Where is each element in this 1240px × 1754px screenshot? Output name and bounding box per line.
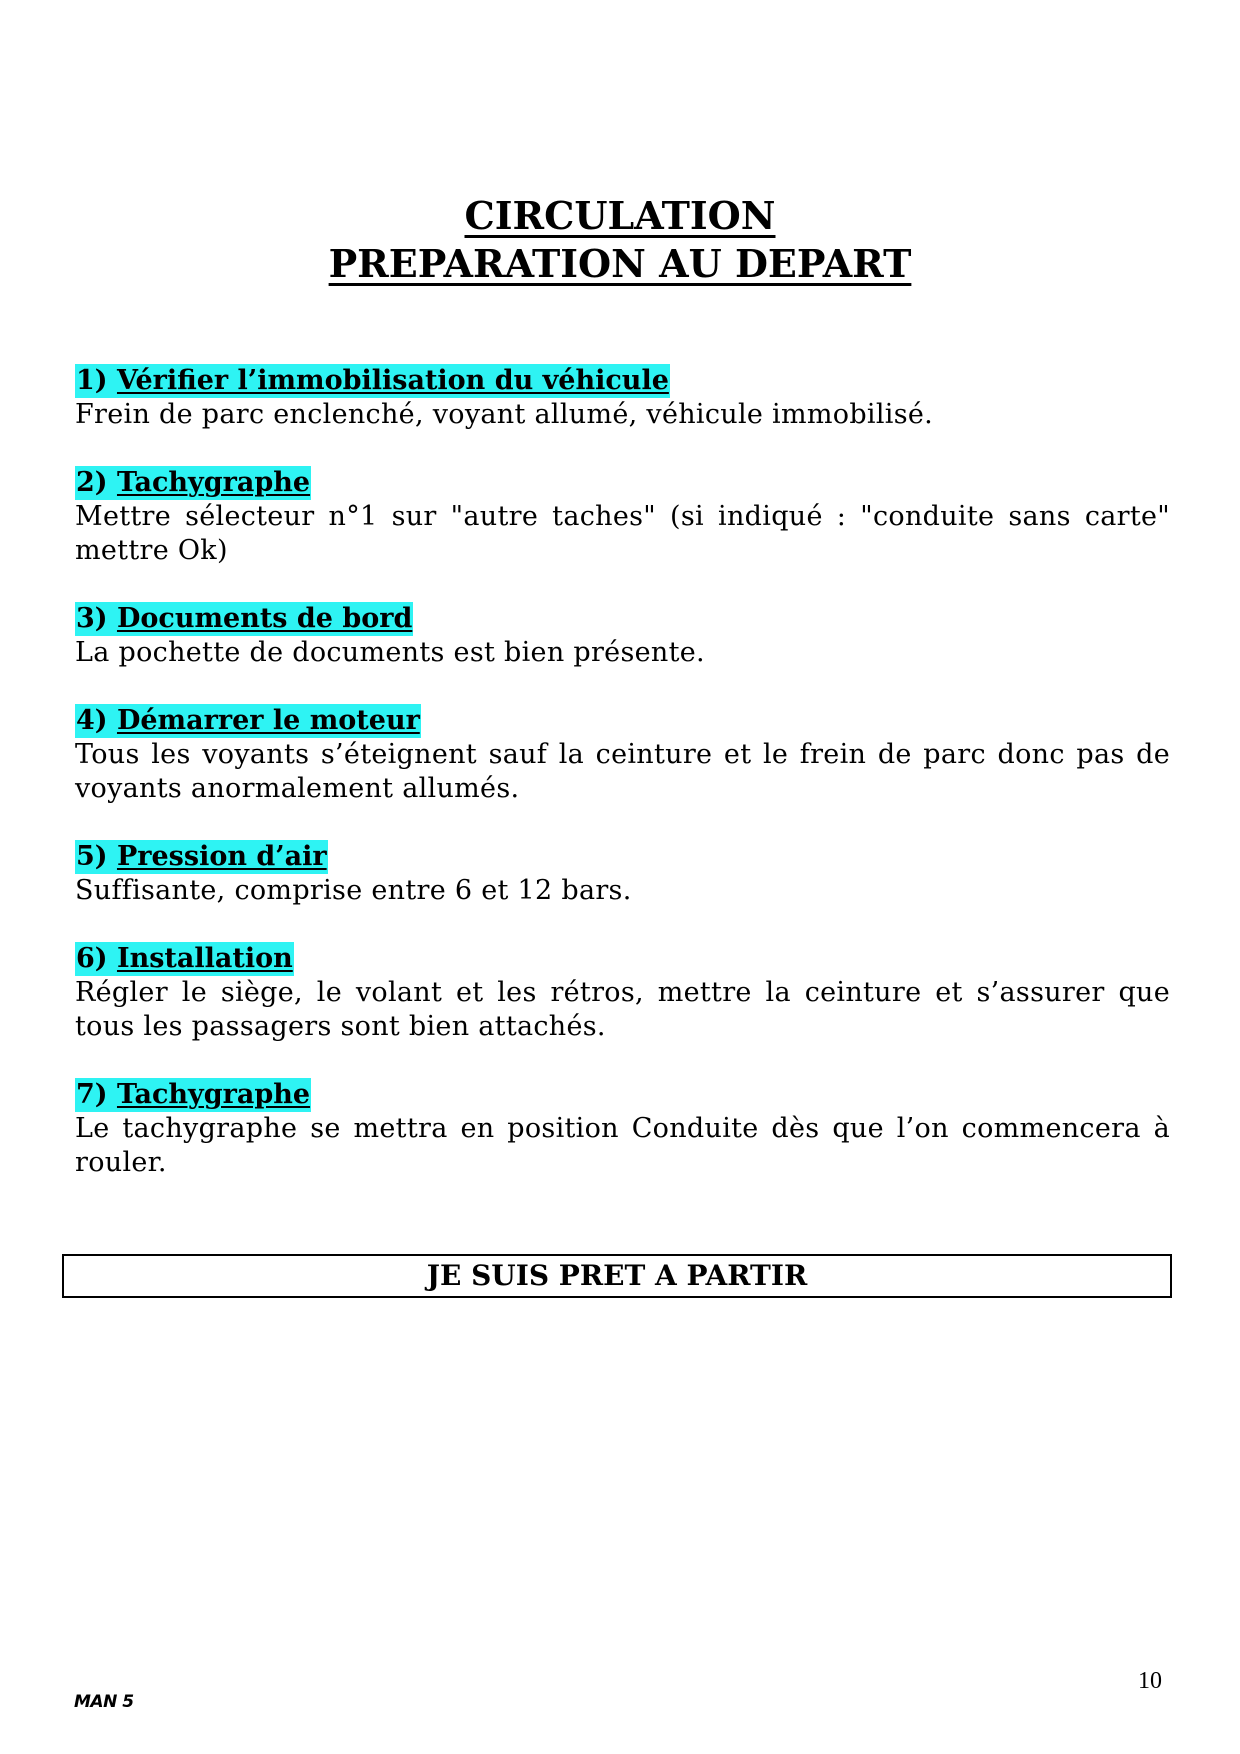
checklist-item-7 [75,1078,1170,1180]
ready-to-depart-box: JE SUIS PRET A PARTIR [62,1254,1172,1298]
item-label: Vérifier l’immobilisation du véhicule [116,365,669,396]
item-heading [75,1078,311,1112]
title-line-1: CIRCULATION [464,193,776,238]
item-heading [75,840,328,874]
title-line-2: PREPARATION AU DEPART [328,241,912,286]
item-text: Suffisante, comprise entre 6 et 12 bars. [75,875,632,906]
checklist-item-6 [75,942,1170,1044]
page-number: 10 [1138,1668,1162,1694]
item-number: 7) [76,1079,108,1110]
item-text: Frein de parc enclenché, voyant allumé, véhicule immobilisé. [75,399,934,430]
item-text: Tous les voyants s’éteignent sauf la ceinture et le frein de parc donc pas de voyants anormalement allumés. [75,739,1170,804]
item-label: Pression d’air [116,841,327,872]
checklist-item-2 [75,466,1170,568]
page-title [0,192,1240,288]
item-label: Tachygraphe [116,1079,311,1110]
item-number: 2) [76,467,108,498]
item-text: Mettre sélecteur n°1 sur "autre taches" (si indiqué : "conduite sans carte" mettre Ok) [75,501,1170,566]
item-heading [75,466,311,500]
item-text: Le tachygraphe se mettra en position Conduite dès que l’on commencera à rouler. [75,1113,1170,1178]
item-number: 5) [76,841,108,872]
item-label: Démarrer le moteur [116,705,420,736]
checklist-item-5 [75,840,1170,908]
item-number: 3) [76,603,108,634]
footer-mark: MAN 5 [74,1692,134,1712]
item-label: Installation [116,943,293,974]
checklist [75,364,1170,1214]
item-heading [75,602,413,636]
checklist-item-4 [75,704,1170,806]
item-heading [75,364,670,398]
item-number: 6) [76,943,108,974]
item-heading [75,942,294,976]
item-text: Régler le siège, le volant et les rétros, mettre la ceinture et s’assurer que tous les passagers sont bien attachés. [75,977,1170,1042]
item-text: La pochette de documents est bien présente. [75,637,705,668]
item-label: Tachygraphe [116,467,311,498]
checklist-item-3 [75,602,1170,670]
item-label: Documents de bord [116,603,413,634]
item-number: 4) [76,705,108,736]
item-heading [75,704,421,738]
checklist-item-1 [75,364,1170,432]
item-number: 1) [76,365,108,396]
